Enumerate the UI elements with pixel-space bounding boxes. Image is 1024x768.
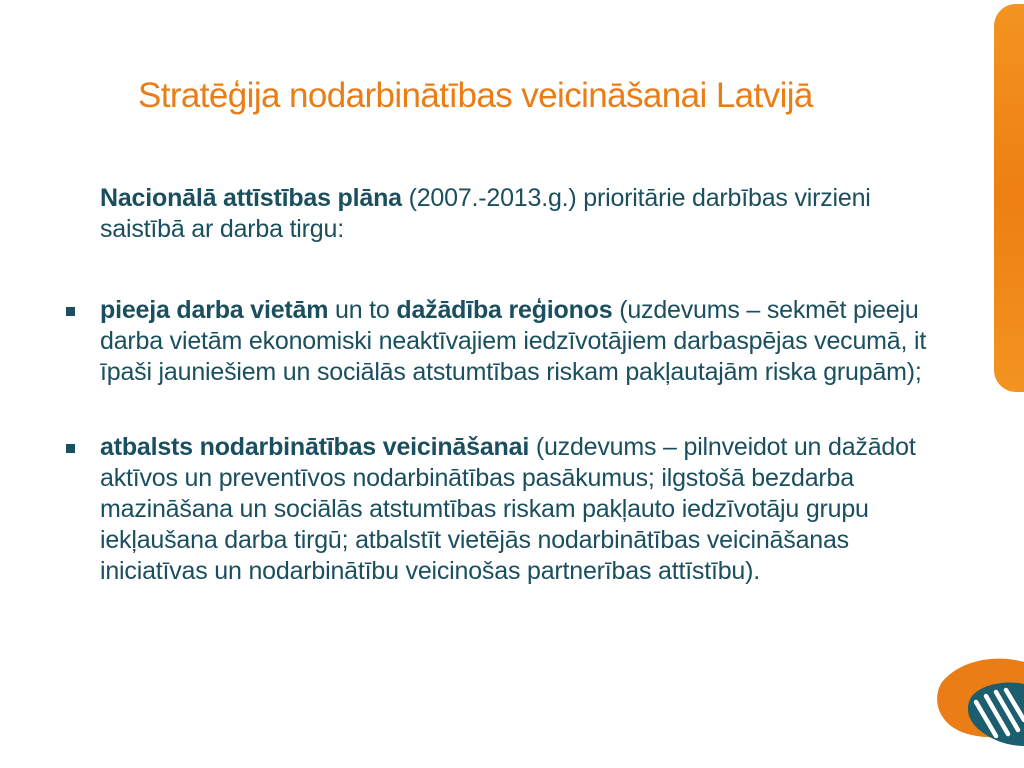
bullet-text: (uzdevums – sekmēt pieeju darba vietām ekonomiski neaktīvajiem iedzīvotājiem darbaspējas vecumā, it īpaši jauniešiem un sociālās atstumtības riskam pakļautajām riska grupām); <box>100 296 927 386</box>
bullet-item-job-access <box>0 295 960 388</box>
intro-bold-text: Nacionālā attīstības plāna <box>100 184 402 212</box>
square-bullet-icon <box>66 444 75 453</box>
intro-text: (2007.-2013.g.) prioritārie darbības virzieni saistībā ar darba tirgu: <box>100 184 871 243</box>
bullet-bold-text: pieeja darba vietām <box>100 296 329 324</box>
bullet-text: (uzdevums – pilnveidot un dažādot aktīvos un preventīvos nodarbinātības pasākumus; ilgstošā bezdarba mazināšana un sociālās atstumtības riskam pakļauto iedzīvotāju grupu iekļaušana darba tirgū; atbalstīt vietējās nodarbinātības veicināšanas iniciatīvas un nodarbinātību veicinošas partnerības attīstību). <box>100 433 916 585</box>
bullet-bold-text: dažādība reģionos <box>396 296 613 324</box>
bullet-item-employment-support <box>0 432 960 587</box>
slide-title: Stratēģija nodarbinātības veicināšanai Latvijā <box>138 76 813 115</box>
orange-side-tab <box>994 4 1024 392</box>
hand-logo-icon <box>936 654 1024 750</box>
bullet-text: un to <box>328 296 397 324</box>
bullet-list <box>0 295 960 587</box>
intro-paragraph <box>100 183 900 245</box>
square-bullet-icon <box>66 307 75 316</box>
bullet-bold-text: atbalsts nodarbinātības veicināšanai <box>100 433 530 461</box>
